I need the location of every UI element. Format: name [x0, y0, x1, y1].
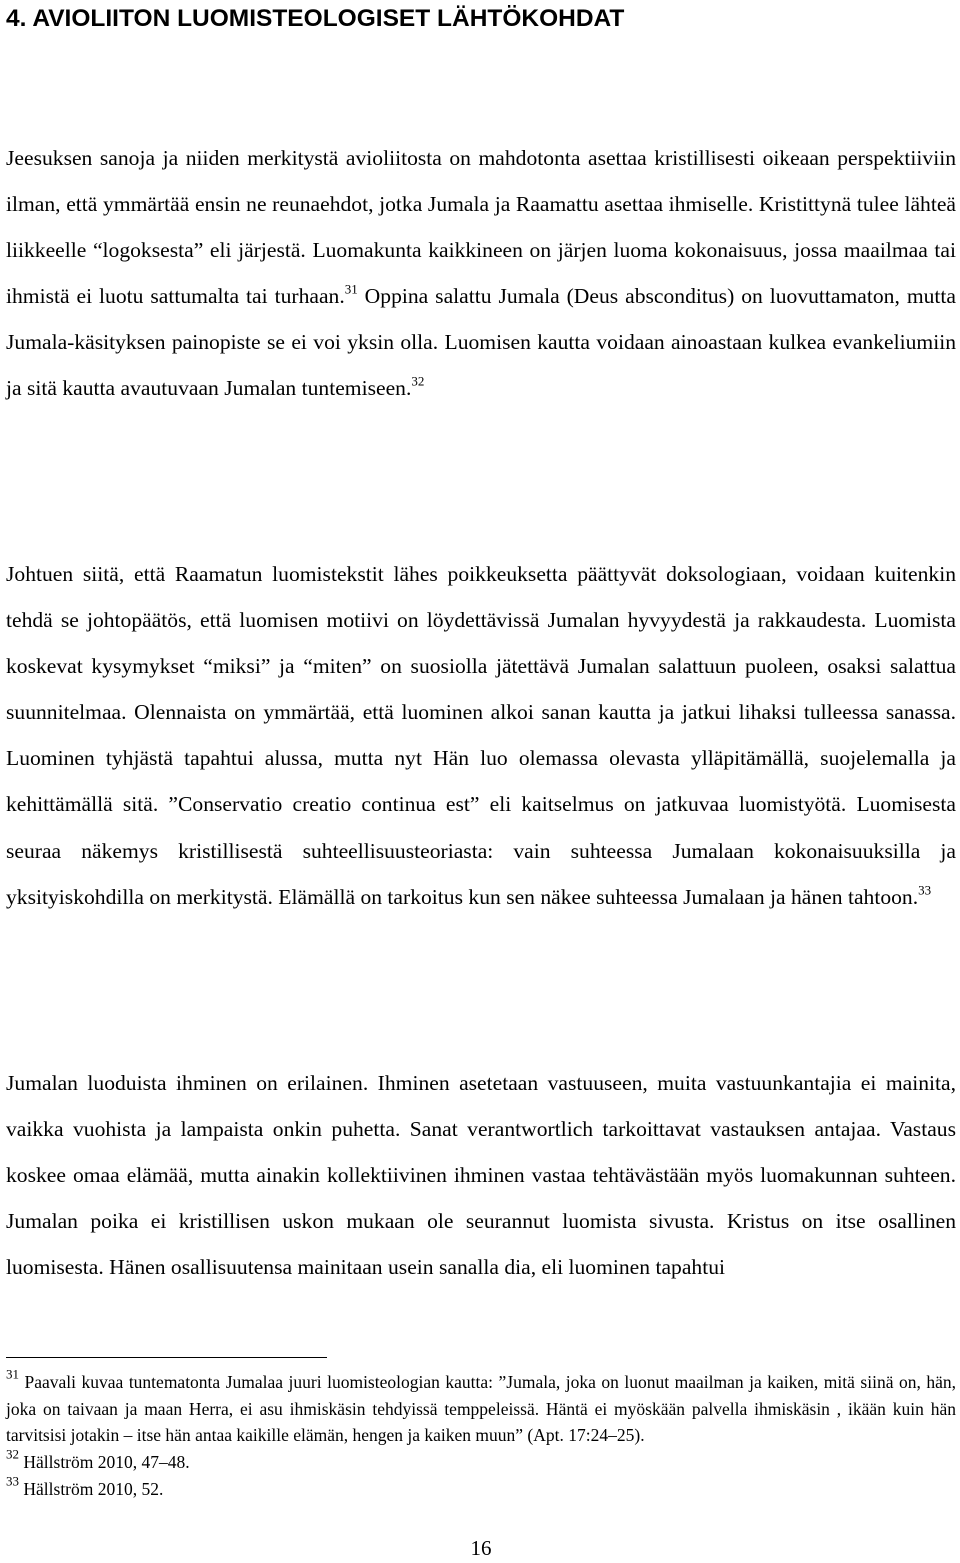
footnote-text: Hällström 2010, 47–48. — [19, 1452, 190, 1473]
chapter-heading: 4. AVIOLIITON LUOMISTEOLOGISET LÄHTÖKOHDAT — [6, 5, 625, 32]
footnote-reference-31: 31 — [344, 281, 358, 297]
paragraph-text: Jumalan luoduista ihminen on erilainen. Ihminen asetetaan vastuuseen, muita vastuunkantajia ei mainita, vaikka vuohista ja lampaista onkin puhetta. Sanat verantwortlich tarkoittavat vastauksen antajaa. Vastaus koskee omaa elämää, mutta ainakin kollektiivinen ihminen vastaa tehtävästään myös luomakunnan suhteen. Jumalan poika ei kristillisen uskon mukaan ole seurannut luomista sivusta. Kristus on itse osallinen luomisesta. Hänen osallisuutensa mainitaan usein sanalla dia, eli luominen tapahtui — [6, 1071, 956, 1280]
footnotes — [6, 1366, 956, 1503]
body-paragraph-1 — [6, 135, 956, 412]
paragraph-text: Johtuen siitä, että Raamatun luomistekstit lähes poikkeuksetta päättyvät doksologiaan, voidaan kuitenkin tehdä se johtopäätös, että luomisen motiivi on löydettävissä Jumalan hyvyydestä ja rakkaudesta. Luomista koskevat kysymykset “miksi” ja “miten” on suosiolla jätettävä Jumalan salattuun puoleen, osaksi salattua suunnitelmaa. Olennaista on ymmärtää, että luominen alkoi sanan kautta ja jatkui lihaksi tulleessa sanassa. Luominen tyhjästä tapahtui alussa, mutta nyt Hän luo olemassa olevasta ylläpitämällä, suojelemalla ja kehittämällä sitä. ”Conservatio creatio continua est” eli kaitselmus on jatkuvaa luomistyötä. Luomisesta seuraa näkemys kristillisestä suhteellisuusteoriasta: vain suhteessa Jumalaan kokonaisuuksilla ja yksityiskohdilla on merkitystä. Elämällä on tarkoitus kun sen näkee suhteessa Jumalaan ja hänen tahtoon. — [6, 562, 956, 909]
footnote-reference-33: 33 — [918, 881, 932, 897]
footnote-number: 33 — [6, 1473, 19, 1489]
body-paragraph-3 — [6, 1060, 956, 1290]
footnote-separator — [6, 1357, 327, 1358]
footnote-number: 32 — [6, 1446, 19, 1462]
footnote-reference-32: 32 — [411, 373, 425, 389]
footnote-text: Paavali kuvaa tuntematonta Jumalaa juuri luomisteologian kautta: ”Jumala, joka on luonut maailman ja kaiken, mitä siinä on, hän, joka on taivaan ja maan Herra, ei asu ihmiskäsin tehdyissä temppeleissä. Häntä ei myöskään palvella ihmiskäsin , ikään kuin hän tarvitsisi jotakin – itse hän antaa kaikille elämän, hengen ja kaiken muun” (Apt. 17:24–25). — [6, 1372, 956, 1446]
footnote-number: 31 — [6, 1366, 19, 1382]
footnote-33 — [6, 1473, 956, 1503]
paragraph-text: Jeesuksen sanoja ja niiden merkitystä avioliitosta on mahdotonta asettaa kristillisesti oikeaan perspektiiviin ilman, että ymmärtää ensin ne reunaehdot, jotka Jumala ja Raamattu asettaa ihmiselle. Kristittynä tulee lähteä liikkeelle “logoksesta” eli järjestä. Luomakunta kaikkineen on järjen luoma kokonaisuus, jossa maailmaa tai ihmistä ei luotu sattumalta tai turhaan. — [6, 146, 956, 309]
paragraph-text: Oppina salattu Jumala (Deus absconditus) on luovuttamaton, mutta Jumala-käsityksen painopiste se ei voi yksin olla. Luomisen kautta voidaan ainoastaan kulkea evankeliumiin ja sitä kautta avautuvaan Jumalan tuntemiseen. — [6, 284, 956, 401]
footnote-31 — [6, 1366, 956, 1449]
body-paragraph-2 — [6, 551, 956, 920]
footnote-32 — [6, 1446, 956, 1476]
footnote-text: Hällström 2010, 52. — [19, 1478, 164, 1499]
page-number: 16 — [470, 1536, 492, 1560]
